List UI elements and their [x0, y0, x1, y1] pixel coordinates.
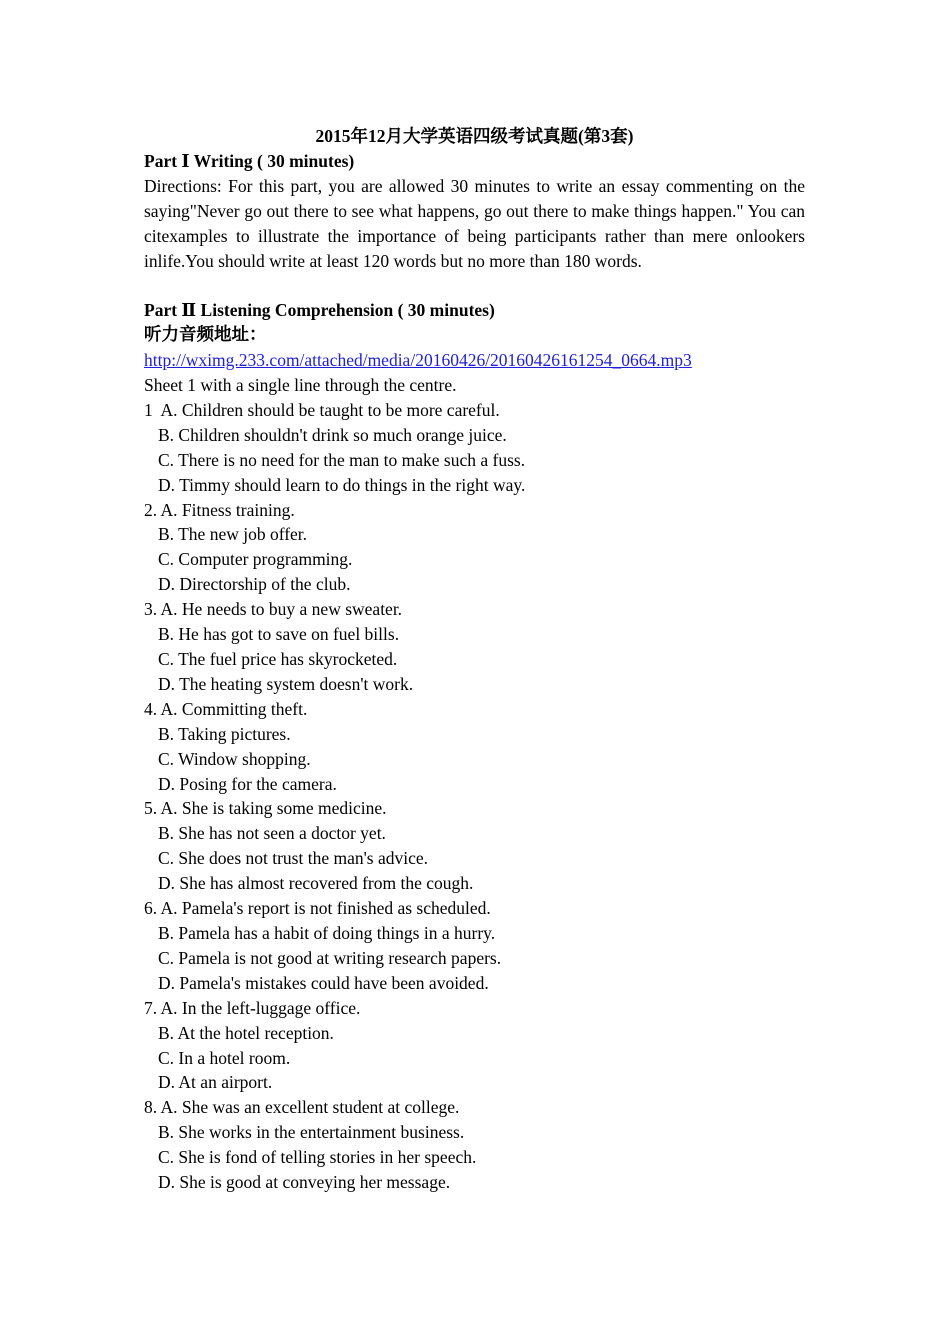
- question-3: [144, 597, 805, 697]
- question-4-option-a: 4. A. Committing theft.: [144, 698, 308, 719]
- question-1-option-a: 1 A. Children should be taught to be more careful.: [144, 399, 500, 420]
- question-1-option-c: C. There is no need for the man to make such a fuss.: [158, 449, 526, 470]
- question-7-option-c: C. In a hotel room.: [158, 1047, 291, 1068]
- question-1-option-b: B. Children shouldn't drink so much orange juice.: [158, 424, 507, 445]
- question-8-option-a: 8. A. She was an excellent student at college.: [144, 1097, 460, 1118]
- question-8-option-b: B. She works in the entertainment business.: [158, 1122, 465, 1143]
- question-2-option-d: D. Directorship of the club.: [158, 574, 351, 595]
- question-5-option-d: D. She has almost recovered from the cough.: [158, 873, 474, 894]
- question-6: [144, 896, 805, 996]
- question-3-option-a: 3. A. He needs to buy a new sweater.: [144, 599, 403, 620]
- question-2-option-c: C. Computer programming.: [158, 549, 353, 570]
- question-6-option-b: B. Pamela has a habit of doing things in a hurry.: [158, 922, 496, 943]
- question-4-option-b: B. Taking pictures.: [158, 723, 291, 744]
- question-5-option-a: 5. A. She is taking some medicine.: [144, 798, 387, 819]
- sheet-note: Sheet 1 with a single line through the centre.: [144, 375, 457, 396]
- question-7-option-b: B. At the hotel reception.: [158, 1022, 334, 1043]
- question-2-option-b: B. The new job offer.: [158, 524, 308, 545]
- audio-label: 听力音频地址：: [144, 325, 267, 346]
- document-title: 2015年12月大学英语四级考试真题(第3套): [315, 126, 634, 146]
- question-5-option-b: B. She has not seen a doctor yet.: [158, 823, 386, 844]
- question-7-option-d: D. At an airport.: [158, 1072, 273, 1093]
- question-7: [144, 996, 805, 1096]
- question-5: [144, 796, 805, 896]
- part1-heading: Part Ⅰ Writing ( 30 minutes): [144, 150, 355, 171]
- question-1: [144, 398, 805, 498]
- question-1-option-d: D. Timmy should learn to do things in the right way.: [158, 474, 526, 495]
- question-7-option-a: 7. A. In the left-luggage office.: [144, 997, 361, 1018]
- question-6-option-c: C. Pamela is not good at writing research papers.: [158, 947, 502, 968]
- question-2-option-a: 2. A. Fitness training.: [144, 499, 295, 520]
- question-4: [144, 697, 805, 797]
- question-3-option-d: D. The heating system doesn't work.: [158, 673, 414, 694]
- question-5-option-c: C. She does not trust the man's advice.: [158, 848, 428, 869]
- question-4-option-c: C. Window shopping.: [158, 748, 311, 769]
- question-8: [144, 1095, 805, 1195]
- question-3-option-b: B. He has got to save on fuel bills.: [158, 624, 400, 645]
- question-list: [144, 398, 805, 1195]
- document-page: [144, 124, 805, 1195]
- question-2: [144, 498, 805, 598]
- audio-link[interactable]: http://wximg.233.com/attached/media/20160426/20160426161254_0664.mp3: [144, 350, 692, 371]
- writing-directions: Directions: For this part, you are allowed 30 minutes to write an essay commenting on the saying"Never go out there to see what happens, go out there to make things happen." You can citexamples to illustrate the importance of being participants rather than mere onlookers inlife.You should write at least 120 words but no more than 180 words.: [144, 175, 805, 271]
- part2-heading: Part Ⅱ Listening Comprehension ( 30 minutes): [144, 300, 495, 321]
- question-3-option-c: C. The fuel price has skyrocketed.: [158, 649, 398, 670]
- question-8-option-c: C. She is fond of telling stories in her speech.: [158, 1147, 477, 1168]
- spacer: [144, 273, 805, 298]
- question-6-option-a: 6. A. Pamela's report is not finished as scheduled.: [144, 898, 491, 919]
- question-6-option-d: D. Pamela's mistakes could have been avoided.: [158, 972, 489, 993]
- question-4-option-d: D. Posing for the camera.: [158, 773, 337, 794]
- question-8-option-d: D. She is good at conveying her message.: [158, 1172, 451, 1193]
